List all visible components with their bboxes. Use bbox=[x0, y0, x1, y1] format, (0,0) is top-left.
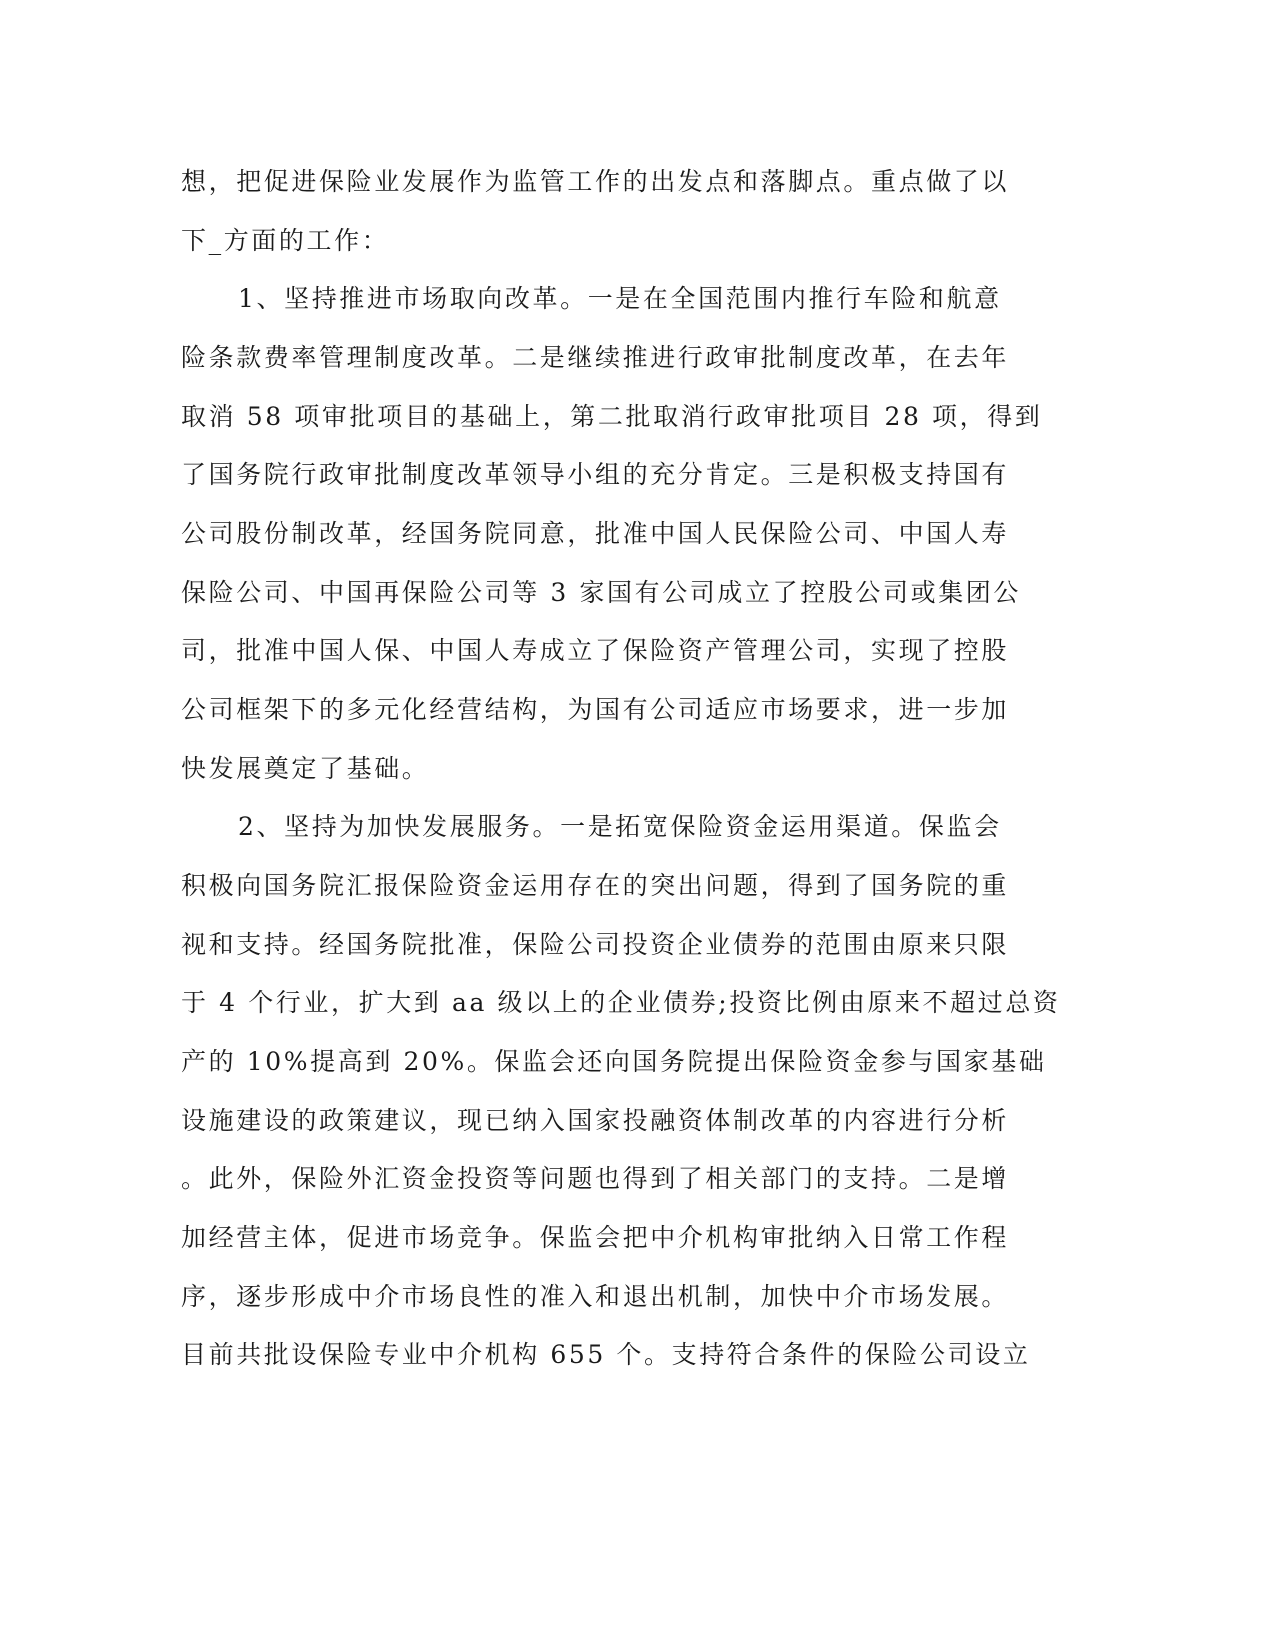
text-line: 司，批准中国人保、中国人寿成立了保险资产管理公司，实现了控股 bbox=[181, 636, 1010, 665]
text-line: 公司框架下的多元化经营结构，为国有公司适应市场要求，进一步加 bbox=[181, 695, 1010, 724]
text-line: 险条款费率管理制度改革。二是继续推进行政审批制度改革，在去年 bbox=[181, 343, 1010, 372]
text-line: 取消 58 项审批项目的基础上，第二批取消行政审批项目 28 项，得到 bbox=[181, 402, 1043, 431]
text-line: 想，把促进保险业发展作为监管工作的出发点和落脚点。重点做了以 bbox=[181, 167, 1010, 196]
text-line: 视和支持。经国务院批准，保险公司投资企业债券的范围由原来只限 bbox=[181, 930, 1010, 959]
text-line: 快发展奠定了基础。 bbox=[181, 754, 430, 783]
text-line: 下_方面的工作： bbox=[181, 226, 390, 255]
text-line: 了国务院行政审批制度改革领导小组的充分肯定。三是积极支持国有 bbox=[181, 460, 1010, 489]
text-line: 设施建设的政策建议，现已纳入国家投融资体制改革的内容进行分析 bbox=[181, 1106, 1010, 1135]
text-line: 序，逐步形成中介市场良性的准入和退出机制，加快中介市场发展。 bbox=[181, 1282, 1010, 1311]
text-line: 加经营主体，促进市场竞争。保监会把中介机构审批纳入日常工作程 bbox=[181, 1223, 1010, 1252]
text-line: 。此外，保险外汇资金投资等问题也得到了相关部门的支持。二是增 bbox=[181, 1164, 1010, 1193]
text-line: 目前共批设保险专业中介机构 655 个。支持符合条件的保险公司设立 bbox=[181, 1340, 1031, 1369]
paragraph-start-line: 2、坚持为加快发展服务。一是拓宽保险资金运用渠道。保监会 bbox=[238, 812, 1002, 841]
text-line: 保险公司、中国再保险公司等 3 家国有公司成立了控股公司或集团公 bbox=[181, 578, 1022, 607]
text-line: 于 4 个行业，扩大到 aa 级以上的企业债券;投资比例由原来不超过总资 bbox=[181, 988, 1061, 1017]
text-line: 公司股份制改革，经国务院同意，批准中国人民保险公司、中国人寿 bbox=[181, 519, 1010, 548]
text-line: 产的 10%提高到 20%。保监会还向国务院提出保险资金参与国家基础 bbox=[181, 1047, 1047, 1076]
paragraph-start-line: 1、坚持推进市场取向改革。一是在全国范围内推行车险和航意 bbox=[238, 284, 1002, 313]
text-line: 积极向国务院汇报保险资金运用存在的突出问题，得到了国务院的重 bbox=[181, 871, 1010, 900]
